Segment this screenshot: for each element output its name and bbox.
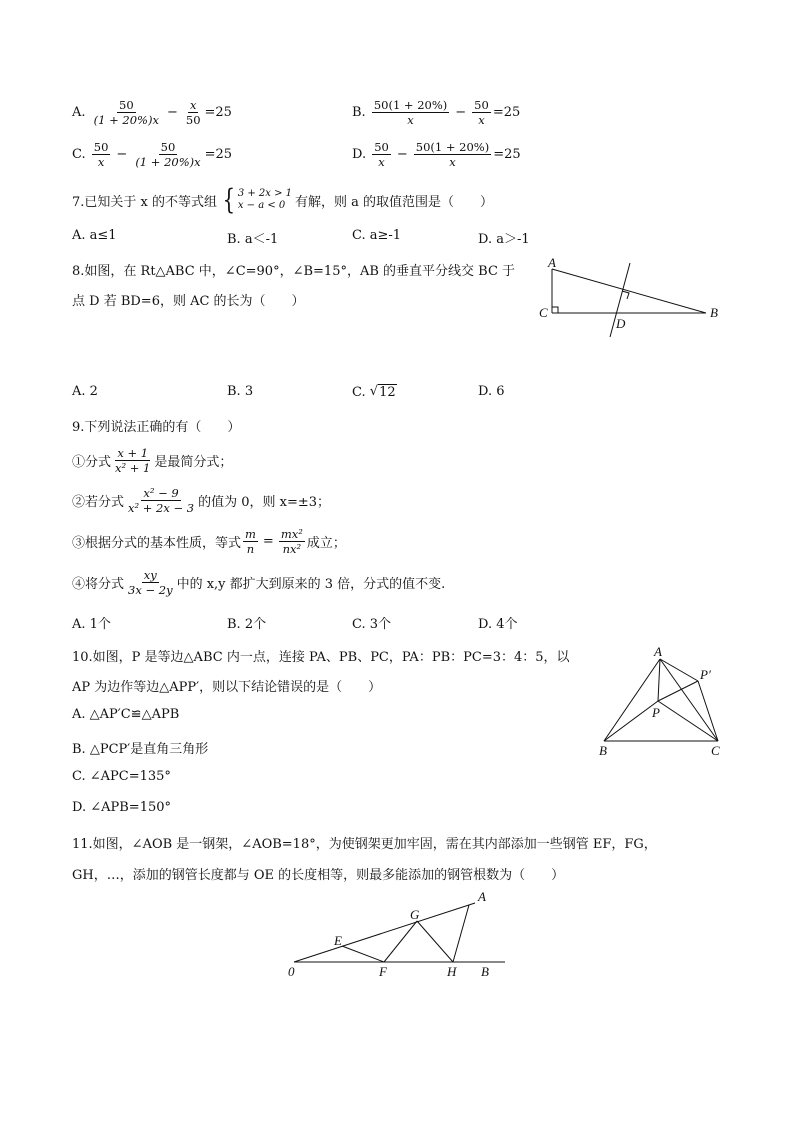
q9-statement-4: ④将分式 $\frac{xy}{3x - 2y}$ 中的 x,y 都扩大到原来的 3 倍，分式的值不变. bbox=[72, 568, 446, 597]
right-angle-mark bbox=[552, 307, 558, 313]
fraction: $\frac{50}{(1 + 20\%)x}$ bbox=[93, 98, 159, 127]
label-g: G bbox=[410, 907, 420, 922]
label-p: P bbox=[652, 705, 660, 720]
q8-option-b: B. 3 bbox=[227, 384, 254, 399]
segment-pc bbox=[658, 701, 718, 741]
fraction: $\frac{x + 1}{\text{x² + 1}}$ bbox=[115, 446, 151, 475]
label-b: B bbox=[481, 964, 489, 979]
side-ab bbox=[604, 659, 660, 741]
q10-option-c: C. ∠APC=135° bbox=[72, 769, 171, 784]
segment-p2c bbox=[698, 681, 718, 741]
segment-ap2 bbox=[660, 659, 698, 681]
q9-option-c: C. 3个 bbox=[352, 617, 392, 632]
q8-option-a: A. 2 bbox=[72, 384, 98, 399]
fraction: $\frac{\text{x² − 9}}{\text{x² + 2x − 3}}$ bbox=[128, 486, 195, 515]
q9-statement-1: ①分式 $\frac{x + 1}{\text{x² + 1}}$ 是最简分式； bbox=[72, 446, 233, 475]
q10-stem-line2: AP 为边作等边△APP′，则以下结论错误的是（ ） bbox=[72, 680, 382, 695]
segment-pa bbox=[658, 659, 660, 701]
q10-stem-line1: 10.如图，P 是等边△ABC 内一点，连接 PA、PB、PC，PA：PB：PC=3：4：5，以 bbox=[72, 650, 570, 665]
label-c: C bbox=[539, 305, 548, 320]
label-b: B bbox=[710, 305, 718, 320]
q7-option-c: C. a≥-1 bbox=[352, 228, 402, 243]
fraction: $\frac{50}{(1 + 20\%)x}$ bbox=[135, 140, 201, 169]
q8-figure bbox=[530, 255, 730, 340]
label-c: C bbox=[711, 743, 720, 758]
tube-ef bbox=[342, 946, 384, 962]
fraction: $\frac{x}{50}$ bbox=[185, 98, 201, 127]
q9-option-d: D. 4个 bbox=[478, 617, 518, 632]
tube-ha bbox=[453, 905, 469, 962]
q9-statement-2: ②若分式 $\frac{\text{x² − 9}}{\text{x² + 2x − 3}}$ 的值为 0，则 x=±3； bbox=[72, 486, 331, 515]
q9-statement-3: ③根据分式的基本性质，等式 $\frac{m}{n}$ = $\frac{\text{mx²}}{\text{nx²}}$ 成立； bbox=[72, 527, 346, 556]
q10-figure bbox=[590, 645, 755, 760]
fraction: $\frac{m}{n}$ bbox=[245, 527, 256, 556]
q9-option-b: B. 2个 bbox=[227, 617, 267, 632]
fraction: $\frac{50}{x}$ bbox=[474, 98, 489, 127]
q10-option-a: A. △AP′C≌△APB bbox=[72, 707, 180, 722]
label-a: A bbox=[478, 889, 486, 904]
q8-option-d: D. 6 bbox=[478, 384, 505, 399]
q7-option-b: B. a＜-1 bbox=[227, 232, 279, 247]
fraction: $\frac{\text{mx²}}{\text{nx²}}$ bbox=[280, 527, 303, 556]
q6-option-d: D. $\frac{50}{x}$ − $\frac{50(1 + 20\%)}{x}$ =25 bbox=[352, 140, 521, 169]
label-o: 0 bbox=[288, 964, 295, 979]
fraction: $\frac{50}{x}$ bbox=[374, 140, 389, 169]
q11-figure bbox=[280, 885, 520, 980]
q11-stem-line2: GH，…，添加的钢管长度都与 OE 的长度相等，则最多能添加的钢管根数为（ ） bbox=[72, 868, 565, 883]
q6-option-b: B. $\frac{50(1 + 20\%)}{x}$ − $\frac{50}{x}$ =25 bbox=[352, 98, 521, 127]
label-a: A bbox=[548, 255, 556, 270]
q10-option-d: D. ∠APB=150° bbox=[72, 800, 172, 815]
label-p2: P′ bbox=[700, 667, 711, 682]
q6-option-c: C. $\frac{50}{x}$ − $\frac{50}{(1 + 20\%)x}$ =25 bbox=[72, 140, 233, 169]
q6-option-a: A. $\frac{50}{(1 + 20\%)x}$ − $\frac{x}{50}$ =25 bbox=[72, 98, 232, 127]
q10-option-b: B. △PCP′是直角三角形 bbox=[72, 742, 209, 757]
fraction: $\frac{50(1 + 20\%)}{x}$ bbox=[415, 140, 490, 169]
label-h: H bbox=[447, 964, 457, 979]
q7-option-a: A. a≤1 bbox=[72, 228, 117, 243]
segment-pb bbox=[604, 701, 658, 741]
q7-option-d: D. a＞-1 bbox=[478, 232, 530, 247]
q9-stem: 9.下列说法正确的有（ ） bbox=[72, 420, 241, 435]
label-f: F bbox=[379, 964, 387, 979]
q8-stem-line2: 点 D 若 BD=6，则 AC 的长为（ ） bbox=[72, 294, 305, 309]
q9-option-a: A. 1个 bbox=[72, 617, 111, 632]
inequality-system: { 3 + 2x > 1 x − a < 0 bbox=[222, 183, 293, 216]
label-e: E bbox=[334, 933, 342, 948]
fraction: $\frac{50(1 + 20\%)}{x}$ bbox=[373, 98, 448, 127]
tube-gh bbox=[417, 921, 453, 962]
fraction: $\frac{xy}{3x - 2y}$ bbox=[128, 568, 173, 597]
ray-oa bbox=[294, 903, 475, 962]
q11-stem-line1: 11.如图，∠AOB 是一钢架，∠AOB=18°，为使钢架更加牢固，需在其内部添加一些钢管 EF，FG， bbox=[72, 837, 657, 852]
fraction: $\frac{50}{x}$ bbox=[93, 140, 109, 169]
q7-stem: 7.已知关于 x 的不等式组 { 3 + 2x > 1 x − a < 0 有解，则 a 的取值范围是（ ） bbox=[72, 183, 494, 216]
q8-option-c: C. √ 12 bbox=[352, 384, 396, 400]
label-d: D bbox=[616, 316, 626, 331]
side-ab bbox=[552, 269, 706, 313]
right-angle-mark-bisector bbox=[622, 291, 629, 299]
label-b: B bbox=[599, 743, 607, 758]
label-a: A bbox=[654, 645, 662, 659]
q8-stem-line1: 8.如图，在 Rt△ABC 中，∠C=90°，∠B=15°，AB 的垂直平分线交 BC 于 bbox=[72, 264, 516, 279]
square-root: √ 12 bbox=[369, 384, 396, 400]
